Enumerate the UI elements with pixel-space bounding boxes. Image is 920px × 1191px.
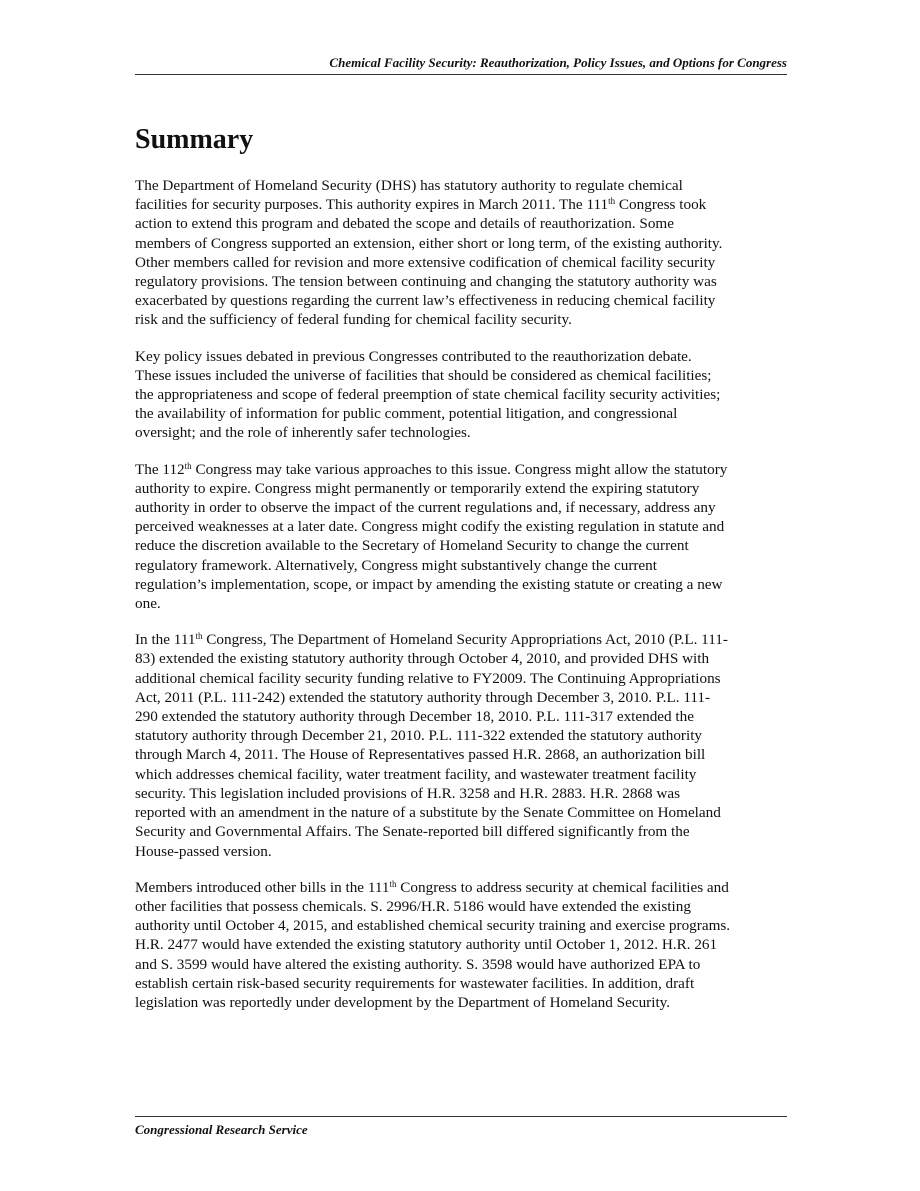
running-header bbox=[135, 54, 787, 75]
line-text: the availability of information for public comment, potential litigation, and congressional bbox=[135, 405, 678, 423]
line-text: exacerbated by questions regarding the current law’s effectiveness in reducing chemical facility bbox=[135, 292, 716, 310]
line-text: Act, 2011 (P.L. 111-242) extended the statutory authority through December 3, 2010. P.L. 111- bbox=[135, 688, 711, 706]
text-line bbox=[135, 253, 790, 272]
text-line bbox=[135, 878, 790, 897]
line-text: reported with an amendment in the nature of a substitute by the Senate Committee on Homeland bbox=[135, 804, 721, 822]
text-line bbox=[135, 575, 790, 594]
line-text: oversight; and the role of inherently safer technologies. bbox=[135, 424, 471, 442]
ordinal-superscript: th bbox=[389, 878, 397, 889]
text-line bbox=[135, 214, 790, 233]
body-paragraph bbox=[135, 176, 790, 330]
text-line bbox=[135, 726, 790, 745]
line-text: 83) extended the existing statutory authority through October 4, 2010, and provided DHS with bbox=[135, 650, 710, 668]
body-paragraph bbox=[135, 460, 790, 614]
line-text: Congress took bbox=[615, 196, 707, 214]
line-text: Congress to address security at chemical facilities and bbox=[396, 878, 729, 896]
line-text: regulatory provisions. The tension between continuing and changing the statutory authority was bbox=[135, 273, 717, 291]
text-line bbox=[135, 310, 790, 329]
body-paragraph bbox=[135, 630, 790, 860]
line-text: through March 4, 2011. The House of Representatives passed H.R. 2868, an authorization bill bbox=[135, 746, 706, 764]
line-text: statutory authority through December 21, 2010. P.L. 111-322 extended the statutory authority bbox=[135, 727, 703, 745]
line-text: members of Congress supported an extension, either short or long term, of the existing authority. bbox=[135, 234, 723, 252]
line-text: regulation’s implementation, scope, or impact by amending the existing statute or creating a new bbox=[135, 575, 723, 593]
line-text: perceived weaknesses at a later date. Congress might codify the existing regulation in statute and bbox=[135, 518, 725, 536]
text-line bbox=[135, 366, 790, 385]
text-line bbox=[135, 669, 790, 688]
ordinal-superscript: th bbox=[184, 460, 192, 471]
text-line bbox=[135, 536, 790, 555]
text-line bbox=[135, 745, 790, 764]
text-line bbox=[135, 498, 790, 517]
line-text: Members introduced other bills in the 111 bbox=[135, 878, 390, 896]
text-line bbox=[135, 517, 790, 536]
text-line bbox=[135, 385, 790, 404]
text-line bbox=[135, 955, 790, 974]
text-line bbox=[135, 556, 790, 575]
footer-publisher: Congressional Research Service bbox=[135, 1122, 308, 1137]
line-text: the appropriateness and scope of federal preemption of state chemical facility security activities; bbox=[135, 386, 721, 404]
line-text: and S. 3599 would have altered the existing authority. S. 3598 would have authorized EPA to bbox=[135, 955, 701, 973]
document-body bbox=[135, 176, 790, 1029]
text-line bbox=[135, 594, 790, 613]
text-line bbox=[135, 935, 790, 954]
text-line bbox=[135, 234, 790, 253]
line-text: Key policy issues debated in previous Congresses contributed to the reauthorization debate. bbox=[135, 347, 692, 365]
line-text: authority until October 4, 2015, and established chemical security training and exercise programs. bbox=[135, 917, 731, 935]
text-line bbox=[135, 630, 790, 649]
text-line bbox=[135, 974, 790, 993]
body-paragraph bbox=[135, 878, 790, 1012]
line-text: action to extend this program and debated the scope and details of reauthorization. Some bbox=[135, 215, 674, 233]
line-text: other facilities that possess chemicals. S. 2996/H.R. 5186 would have extended the existing bbox=[135, 897, 691, 915]
ordinal-superscript: th bbox=[608, 196, 616, 207]
page-footer bbox=[135, 1116, 787, 1137]
text-line bbox=[135, 784, 790, 803]
text-line bbox=[135, 460, 790, 479]
text-line bbox=[135, 176, 790, 195]
text-line bbox=[135, 479, 790, 498]
page-title: Summary bbox=[135, 124, 254, 155]
text-line bbox=[135, 765, 790, 784]
text-line bbox=[135, 707, 790, 726]
text-line bbox=[135, 404, 790, 423]
ordinal-superscript: th bbox=[195, 631, 203, 642]
text-line bbox=[135, 649, 790, 668]
running-title: Chemical Facility Security: Reauthorization, Policy Issues, and Options for Congress bbox=[329, 55, 787, 70]
line-text: The Department of Homeland Security (DHS) has statutory authority to regulate chemical bbox=[135, 177, 683, 194]
line-text: establish certain risk-based security requirements for wastewater facilities. In addition, draft bbox=[135, 974, 695, 992]
line-text: Congress, The Department of Homeland Security Appropriations Act, 2010 (P.L. 111- bbox=[202, 631, 728, 649]
line-text: authority in order to observe the impact of the current regulations and, if necessary, address any bbox=[135, 499, 716, 517]
text-line bbox=[135, 897, 790, 916]
text-line bbox=[135, 272, 790, 291]
body-paragraph bbox=[135, 347, 790, 443]
line-text: In the 111 bbox=[135, 631, 196, 649]
text-line bbox=[135, 916, 790, 935]
line-text: additional chemical facility security funding relative to FY2009. The Continuing Appropriations bbox=[135, 669, 721, 687]
text-line bbox=[135, 347, 790, 366]
line-text: one. bbox=[135, 595, 161, 613]
text-line bbox=[135, 842, 790, 861]
line-text: regulatory framework. Alternatively, Congress might substantively change the current bbox=[135, 556, 657, 574]
line-text: The 112 bbox=[135, 460, 185, 478]
line-text: These issues included the universe of facilities that should be considered as chemical facilities; bbox=[135, 366, 712, 384]
line-text: Congress may take various approaches to this issue. Congress might allow the statutory bbox=[191, 460, 728, 478]
line-text: security. This legislation included provisions of H.R. 3258 and H.R. 2883. H.R. 2868 was bbox=[135, 784, 681, 802]
line-text: facilities for security purposes. This authority expires in March 2011. The 111 bbox=[135, 196, 609, 214]
text-line bbox=[135, 803, 790, 822]
line-text: 290 extended the statutory authority through December 18, 2010. P.L. 111-317 extended the bbox=[135, 708, 694, 726]
line-text: risk and the sufficiency of federal funding for chemical facility security. bbox=[135, 311, 572, 329]
text-line bbox=[135, 688, 790, 707]
line-text: reduce the discretion available to the Secretary of Homeland Security to change the current bbox=[135, 537, 689, 555]
text-line bbox=[135, 993, 790, 1012]
text-line bbox=[135, 822, 790, 841]
line-text: authority to expire. Congress might permanently or temporarily extend the expiring statutory bbox=[135, 479, 700, 497]
line-text: House-passed version. bbox=[135, 842, 272, 860]
text-line bbox=[135, 423, 790, 442]
line-text: which addresses chemical facility, water treatment facility, and wastewater treatment facility bbox=[135, 765, 697, 783]
line-text: H.R. 2477 would have extended the existing statutory authority until October 1, 2012. H.R. 261 bbox=[135, 936, 718, 954]
line-text: Security and Governmental Affairs. The Senate-reported bill differed significantly from the bbox=[135, 823, 690, 841]
line-text: legislation was reportedly under development by the Department of Homeland Security. bbox=[135, 993, 671, 1011]
text-line bbox=[135, 195, 790, 214]
line-text: Other members called for revision and more extensive codification of chemical facility security bbox=[135, 253, 716, 271]
text-line bbox=[135, 291, 790, 310]
